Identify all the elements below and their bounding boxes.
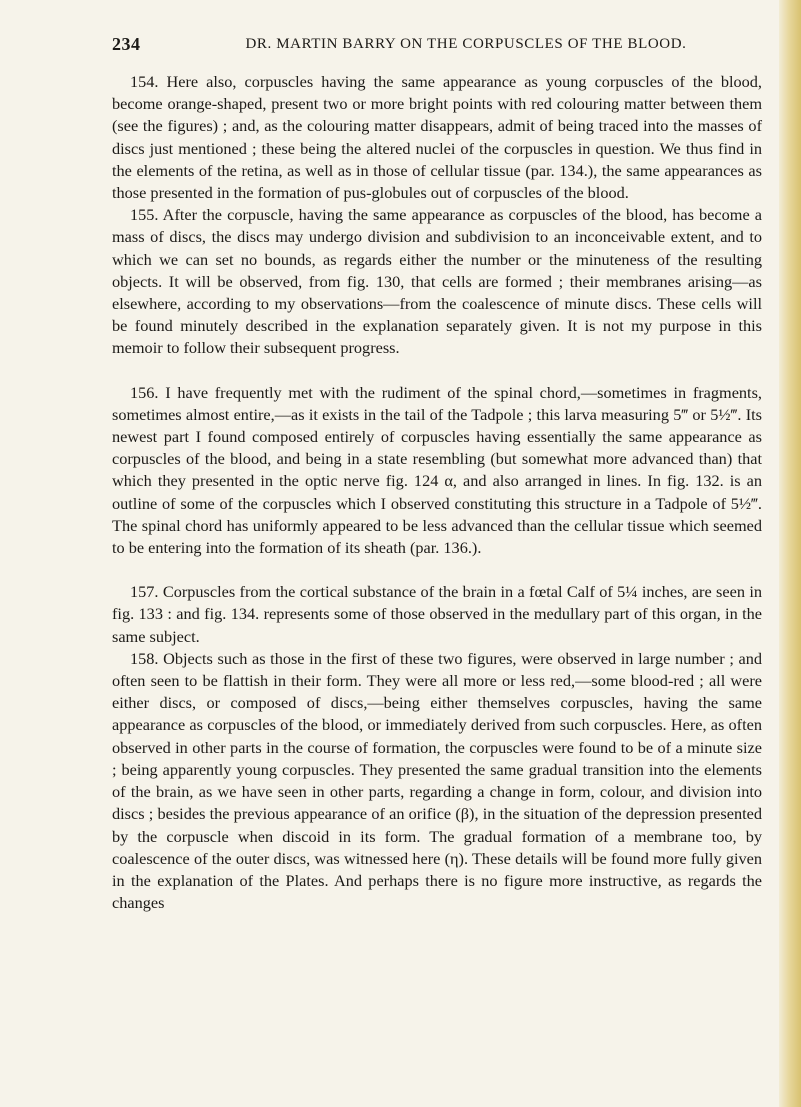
page-number: 234 — [112, 34, 141, 54]
paragraph-158: 158. Objects such as those in the first of these two figures, were observed in large number ; and often seen to be flattish in their form. They were all more or less red,—some blood-red ; all were either discs, or composed of discs,—being either themselves corpuscles, having the same appearance as corpuscles of the blood, or immediately derived from such corpuscles. Here, as often observed in other parts in the course of formation, the corpuscles were found to be of a minute size ; being apparently young corpuscles. They presented the same gradual transition into the elements of the brain, as we have seen in other parts, regarding a change in form, colour, and division into discs ; besides the previous appearance of an orifice (β), in the situation of the depression presented by the corpuscle when discoid in its form. The gradual formation of a membrane too, by coalescence of the outer discs, was witnessed here (η). These details will be found more fully given in the explanation of the Plates. And perhaps there is no figure more instructive, as regards the changes — [112, 648, 762, 913]
paragraph-154: 154. Here also, corpuscles having the same appearance as young corpuscles of the blood, become orange-shaped, present two or more bright points with red colouring matter between them (see the figures) ; and, as the colouring matter disappears, admit of being traced into the masses of discs just mentioned ; these being the altered nuclei of the corpuscles in question. We thus find in the elements of the retina, as well as in those of cellular tissue (par. 134.), the same appearances as those presented in the formation of pus-globules out of corpuscles of the blood. — [112, 72, 762, 203]
running-title: DR. MARTIN BARRY ON THE CORPUSCLES OF THE BLOOD. — [245, 36, 687, 52]
page-header — [112, 34, 762, 56]
body-text — [112, 71, 762, 914]
paragraph-157: 157. Corpuscles from the cortical substance of the brain in a fœtal Calf of 5¼ inches, are seen in fig. 133 : and fig. 134. represents some of those observed in the medullary part of this organ, in the same subject. — [112, 582, 762, 646]
paragraph-155: 155. After the corpuscle, having the same appearance as corpuscles of the blood, has become a mass of discs, the discs may undergo division and subdivision to an inconceivable extent, and to which we can set no bounds, as regards either the number or the minuteness of the resulting objects. It will be observed, from fig. 130, that cells are formed ; their membranes arising—as elsewhere, according to my observations—from the coalescence of minute discs. These cells will be found minutely described in the explanation separately given. It is not my purpose in this memoir to follow their subsequent progress. — [112, 205, 762, 358]
paragraph-156: 156. I have frequently met with the rudiment of the spinal chord,—sometimes in fragments, sometimes almost entire,—as it exists in the tail of the Tadpole ; this larva measuring 5‴ or 5½‴. Its newest part I found composed entirely of corpuscles having essentially the same appearance as corpuscles of the blood, and being in a state resembling (but somewhat more advanced than) that which they presented in the optic nerve fig. 124 α, and also arranged in lines. In fig. 132. is an outline of some of the corpuscles which I observed constituting this structure in a Tadpole of 5½‴. The spinal chord has uniformly appeared to be less advanced than the cellular tissue which seemed to be entering into the formation of its sheath (par. 136.). — [112, 382, 762, 558]
page-edge — [779, 0, 801, 1107]
